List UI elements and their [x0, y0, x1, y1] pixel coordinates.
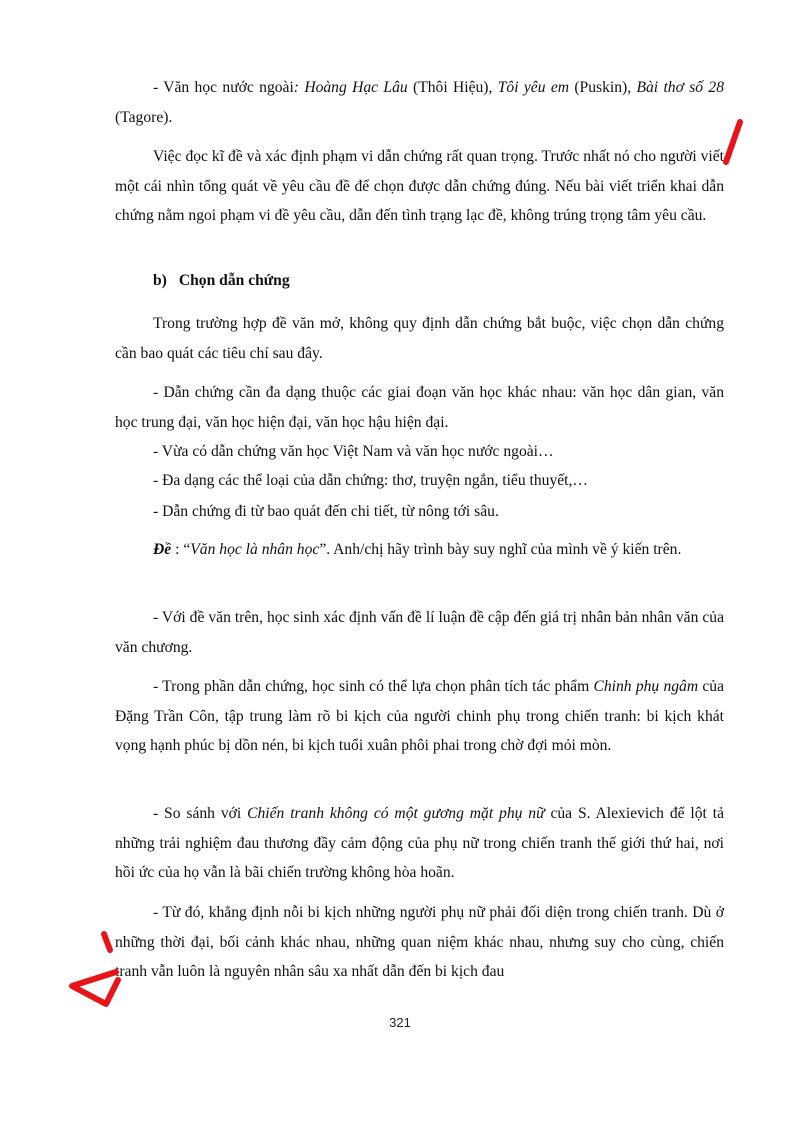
- page-number: 321: [389, 1015, 411, 1030]
- red-pen-mark-icon: [720, 118, 750, 168]
- exercise-label: Đề: [153, 541, 172, 558]
- paragraph-criteria-3: - Đa dạng các thể loại của dẫn chứng: thơ, truyện ngắn, tiểu thuyết,…: [153, 472, 588, 489]
- paragraph-criteria-4: - Dẫn chứng đi từ bao quát đến chi tiết, từ nông tới sâu.: [153, 503, 499, 520]
- paragraph-analysis-3: [115, 799, 724, 888]
- text-span: - So sánh với: [153, 805, 248, 822]
- paragraph-analysis-1: - Với đề văn trên, học sinh xác định vấn đề lí luận đề cập đến giá trị nhân bản nhân văn của văn chương.: [115, 609, 724, 656]
- paragraph-foreign-literature: [115, 73, 724, 132]
- text-span: (Puskin),: [569, 79, 637, 96]
- text-span: - Trong phần dẫn chứng, học sinh có thể lựa chọn phân tích tác phẩm: [153, 678, 594, 695]
- paragraph-reading-topic: Việc đọc kĩ đề và xác định phạm vi dẫn chứng rất quan trọng. Trước nhất nó cho người viết một cái nhìn tổng quát về yêu cầu đề để chọn được dẫn chứng đúng. Nếu bài viết triển khai dẫn chứng nằm ngoi phạm vi đề yêu cầu, dẫn đến tình trạng lạc đề, không trúng trọng tâm yêu cầu.: [115, 148, 724, 224]
- section-heading: [153, 272, 290, 290]
- heading-text: Chọn dẫn chứng: [178, 272, 290, 289]
- work-title: Bài thơ số 28: [636, 79, 725, 96]
- paragraph-criteria-1: - Dẫn chứng cần đa dạng thuộc các giai đoạn văn học khác nhau: văn học dân gian, văn học trung đại, văn học hiện đại, văn học hậu hiện đại.: [115, 384, 724, 431]
- text-span: của S. Alexievich để lột tả những trải nghiệm đau thương đầy cảm động của phụ nữ trong chiến tranh thế giới thứ hai, nơi hồi ức của họ vẫn là bãi chiến trường không hòa hoãn.: [115, 805, 724, 881]
- paragraph-exercise-prompt: [115, 535, 724, 565]
- paragraph-analysis-4: - Từ đó, khẳng định nỗi bi kịch những người phụ nữ phải đối diện trong chiến tranh. Dù ở những thời đại, bối cảnh khác nhau, những quan niệm khác nhau, nhưng suy cho cùng, chiến tranh vẫn luôn là nguyên nhân sâu xa nhất dẫn đến bi kịch đau: [115, 904, 724, 980]
- paragraph-choose-evidence: Trong trường hợp đề văn mở, không quy định dẫn chứng bắt buộc, việc chọn dẫn chứng cần bao quát các tiêu chí sau đây.: [115, 315, 724, 362]
- text-span: : “: [171, 541, 191, 558]
- paragraph-analysis-2: [115, 672, 724, 761]
- text-span: (Thôi Hiệu),: [407, 79, 498, 96]
- quoted-statement: Văn học là nhân học: [190, 541, 320, 558]
- work-title: : Hoàng Hạc Lâu: [293, 79, 408, 96]
- work-title: Chiến tranh không có một gương mặt phụ nữ: [247, 805, 545, 822]
- red-bracket-mark-icon: [58, 928, 138, 1010]
- work-title: Chinh phụ ngâm: [593, 678, 699, 695]
- text-span: - Văn học nước ngoài: [153, 79, 294, 96]
- paragraph-criteria-2: - Vừa có dẫn chứng văn học Việt Nam và văn học nước ngoài…: [153, 443, 554, 460]
- text-span: ”. Anh/chị hãy trình bày suy nghĩ của mình về ý kiến trên.: [319, 541, 682, 558]
- work-title: Tôi yêu em: [497, 79, 570, 96]
- text-span: của Đặng Trần Côn, tập trung làm rõ bi kịch của người chinh phụ trong chiến tranh: bi kịch khát vọng hạnh phúc bị dồn nén, bi kịch tuổi xuân phôi phai trong chờ đợi mỏi mòn.: [115, 678, 724, 754]
- heading-number: b): [153, 272, 167, 289]
- text-span: (Tagore).: [115, 108, 173, 126]
